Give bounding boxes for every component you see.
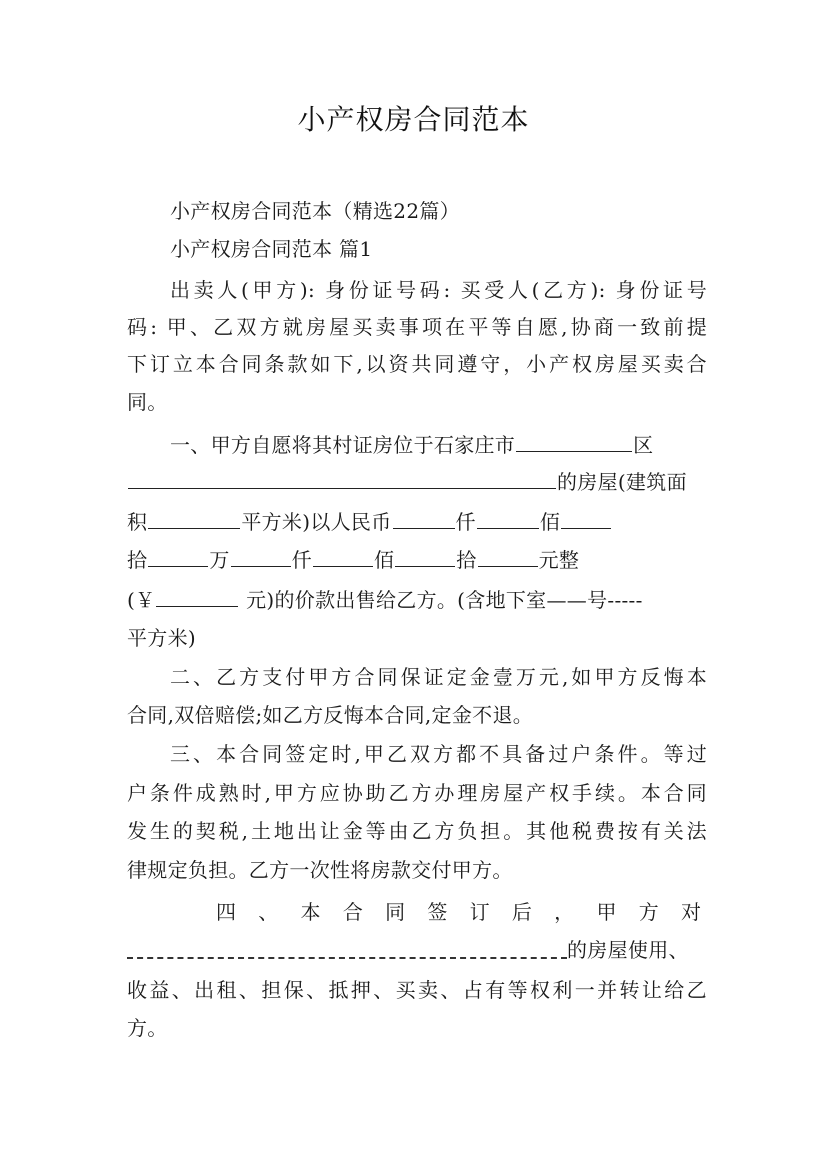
clause1-text: 佰 bbox=[539, 510, 561, 534]
intro-line-4: 同。 bbox=[127, 390, 168, 414]
clause1-line-2 bbox=[127, 467, 707, 497]
clause4-line-4: 方。 bbox=[127, 1016, 168, 1040]
document-subtitle: 小产权房合同范本（精选22篇） bbox=[170, 199, 460, 223]
amount-figure-blank bbox=[156, 586, 238, 607]
intro-line-3: 下订立本合同条款如下,以资共同遵守，小产权房屋买卖合 bbox=[127, 352, 707, 376]
clause4-text: 的房屋使用、 bbox=[567, 938, 689, 962]
clause1-text: 一、甲方自愿将其村证房位于石家庄市 bbox=[170, 433, 516, 457]
district-blank bbox=[516, 431, 632, 452]
amount-blank bbox=[477, 508, 539, 529]
clause1-text: 拾 bbox=[456, 548, 477, 572]
clause3-line-1: 三、本合同签定时,甲乙双方都不具备过户条件。等过 bbox=[170, 742, 707, 766]
clause1-text: 仟 bbox=[455, 510, 476, 534]
clause1-text: 仟 bbox=[291, 548, 312, 572]
clause1-text: 拾 bbox=[127, 548, 148, 572]
address-blank bbox=[128, 468, 556, 489]
clause1-text: 元)的价款出售给乙方。(含地下室——号----- bbox=[246, 588, 643, 612]
clause2-line-2: 合同,双倍赔偿;如乙方反悔本合同,定金不退。 bbox=[127, 703, 534, 727]
clause1-text: 佰 bbox=[373, 548, 395, 572]
clause1-text: 平方米)以人民币 bbox=[241, 510, 392, 534]
clause1-line-5 bbox=[127, 585, 707, 615]
clause1-text: 元整 bbox=[538, 548, 580, 572]
clause1-text: 区 bbox=[633, 433, 654, 457]
clause4-line-1: 四、本合同签订后，甲方对 bbox=[216, 900, 703, 924]
clause1-line-4 bbox=[127, 545, 707, 575]
clause3-line-4: 律规定负担。乙方一次性将房款交付甲方。 bbox=[127, 858, 513, 882]
amount-blank bbox=[393, 508, 455, 529]
clause2-line-1: 二、乙方支付甲方合同保证定金壹万元,如甲方反悔本 bbox=[170, 665, 707, 689]
area-blank bbox=[148, 508, 240, 529]
amount-blank bbox=[231, 546, 291, 567]
amount-blank bbox=[148, 546, 208, 567]
clause1-text: 积 bbox=[127, 510, 148, 534]
clause4-line-3: 收益、出租、担保、抵押、买卖、占有等权利一并转让给乙 bbox=[127, 978, 707, 1002]
clause1-line-1 bbox=[170, 430, 707, 460]
clause3-line-3: 发生的契税,土地出让金等由乙方负担。其他税费按有关法 bbox=[127, 819, 707, 843]
clause3-line-2: 户条件成熟时,甲方应协助乙方办理房屋产权手续。本合同 bbox=[127, 781, 707, 805]
amount-blank bbox=[313, 546, 373, 567]
section-heading: 小产权房合同范本 篇1 bbox=[170, 237, 373, 261]
clause1-line-6: 平方米) bbox=[127, 626, 197, 650]
clause1-text: 万 bbox=[209, 548, 230, 572]
clause4-line-2 bbox=[127, 935, 707, 965]
clause1-line-3 bbox=[127, 507, 707, 537]
clause1-text: 的房屋(建筑面 bbox=[557, 470, 687, 494]
intro-line-2: 码: 甲、乙双方就房屋买卖事项在平等自愿,协商一致前提 bbox=[127, 315, 707, 339]
amount-blank bbox=[395, 546, 455, 567]
amount-blank bbox=[478, 546, 538, 567]
property-dash-blank bbox=[127, 945, 567, 959]
intro-line-1: 出卖人(甲方): 身份证号码: 买受人(乙方): 身份证号 bbox=[170, 278, 707, 302]
document-title: 小产权房合同范本 bbox=[297, 103, 530, 136]
clause1-text: (￥ bbox=[127, 588, 156, 612]
amount-blank bbox=[561, 508, 611, 529]
